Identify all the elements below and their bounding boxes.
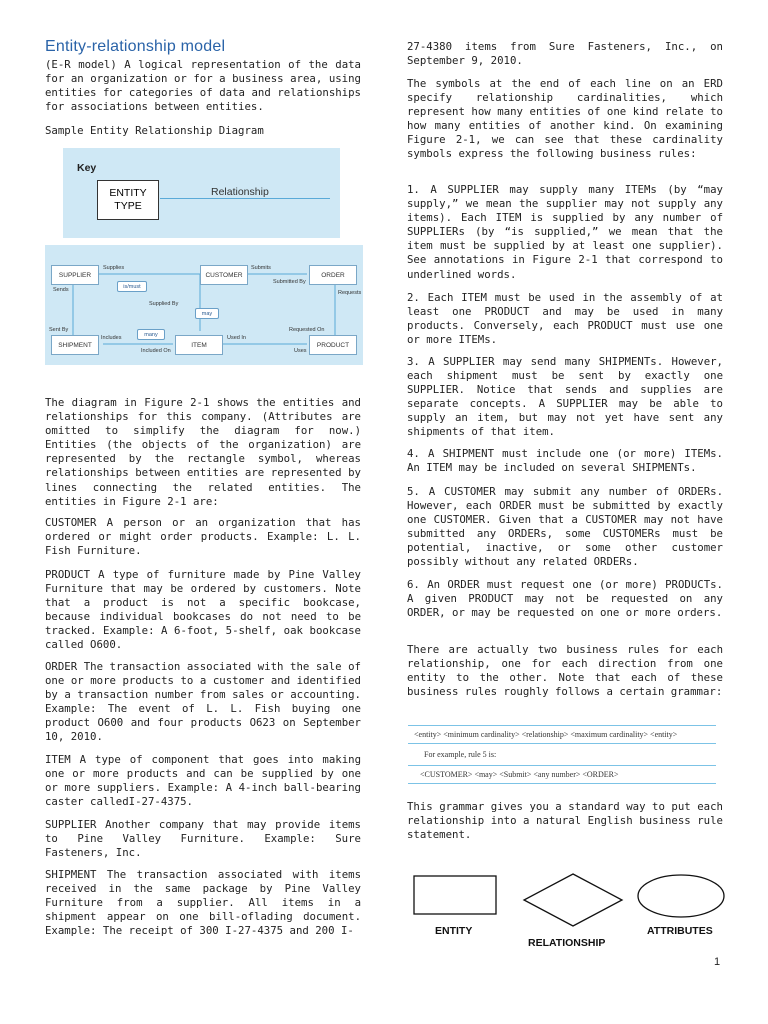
diagram-key — [63, 148, 340, 238]
label-sent-by: Sent By — [49, 327, 69, 333]
entity-shape-label: ENTITY — [435, 925, 473, 937]
left-paragraph: The diagram in Figure 2-1 shows the entities and relationships for this company. (Attributes are omitted to simplify the diagram for now.) Entities (the objects of the organization) are represented by the rectangle symbol, whereas relationships between entities are represented by lines connecting the related entities. The entities in Figure 2-1 are: — [45, 396, 361, 508]
attributes-ellipse-shape — [638, 875, 724, 917]
grammar-example: <CUSTOMER> <may> <Submit> <any number> <ORDER> — [420, 770, 619, 779]
label-requested-on: Requested On — [289, 327, 325, 333]
intro-paragraph: (E-R model) A logical representation of the data for an organization or for a business area, using entities for categories of data and relationships for associations between entities. — [45, 58, 361, 114]
page-title: Entity-relationship model — [45, 38, 226, 55]
entity-order: ORDER — [309, 265, 357, 285]
key-relationship-line — [160, 198, 330, 199]
label-supplied-by: Supplied By — [149, 301, 179, 307]
label-submitted-by: Submitted By — [273, 279, 306, 285]
label-used-in: Used In — [227, 335, 246, 341]
er-shapes-legend — [410, 870, 730, 930]
label-sends: Sends — [53, 287, 69, 293]
right-paragraph: The symbols at the end of each line on an ERD specify relationship cardinalities, which represent how many entities of one kind relate to how many entities of another kind. On examining Figure 2-1, we can see that these cardinality symbols express the following business rules: — [407, 77, 723, 161]
label-supplies: Supplies — [103, 265, 125, 271]
right-paragraph: 2. Each ITEM must be used in the assembly of at least one PRODUCT and may be used in many products. Conversely, each PRODUCT must use one or more ITEMs. — [407, 291, 723, 347]
right-paragraph: 1. A SUPPLIER may supply many ITEMs (by “may supply,” we mean the supplier may not supply any items). Each ITEM is supplied by any number of SUPPLIERs (by “is supplied,” we mean that the item must be supplied by at least one supplier). See annotations in Figure 2-1 that correspond to underlined words. — [407, 183, 723, 281]
entity-supplier: SUPPLIER — [51, 265, 99, 285]
right-paragraph: 6. An ORDER must request one (or more) PRODUCTs. A given PRODUCT may not be requested on any ORDER, or may be requested on one or more orders. — [407, 578, 723, 620]
left-paragraph: ORDER The transaction associated with the sale of one or more products to a customer and identified by a transaction number from sales or accounting. Example: The event of L. L. Fish buying one product O600 and four products O623 on September 10, 2010. — [45, 660, 361, 744]
right-paragraph: 5. A CUSTOMER may submit any number of ORDERs. However, each ORDER must be submitted by exactly one CUSTOMER. Given that a CUSTOMER may not have submitted any ORDERs, some CUSTOMERs must be potential, inactive, or some other customer possibly without any related ORDERs. — [407, 485, 723, 569]
key-relationship-label: Relationship — [211, 186, 269, 198]
right-paragraph: 3. A SUPPLIER may send many SHIPMENTs. However, each shipment must be sent by exactly one SUPPLIER. Notice that sends and supplies are separate concepts. A SUPPLIER may be able to supply an item, but may not yet have sent any shipments of that item. — [407, 355, 723, 439]
annotation-many: many — [137, 329, 165, 340]
page-number: 1 — [714, 956, 721, 968]
entity-shipment: SHIPMENT — [51, 335, 99, 355]
entity-product: PRODUCT — [309, 335, 357, 355]
right-paragraph: There are actually two business rules for each relationship, one for each direction from one entity to the other. Note that each of these business rules roughly follows a certain grammar: — [407, 643, 723, 699]
label-requests: Requests — [338, 290, 362, 296]
entity-item: ITEM — [175, 335, 223, 355]
left-paragraph: SHIPMENT The transaction associated with items received in the same package by Pine Valley Furniture from a supplier. All items in a shipment appear on one bill-oflading document. Example: The receipt of 300 I-27-4375 and 200 I- — [45, 868, 361, 938]
grammar-template: <entity> <minimum cardinality> <relationship> <maximum cardinality> <entity> — [414, 730, 678, 739]
annotation-is-must: is/must — [117, 281, 147, 292]
grammar-box — [408, 725, 716, 784]
label-submits: Submits — [251, 265, 271, 271]
relationship-shape-label: RELATIONSHIP — [528, 937, 606, 949]
attributes-shape-label: ATTRIBUTES — [647, 925, 713, 937]
label-includes: Includes — [101, 335, 122, 341]
entity-rectangle-shape — [414, 876, 496, 914]
right-paragraph: 27-4380 items from Sure Fasteners, Inc., on September 9, 2010. — [407, 40, 723, 68]
label-included-on: Included On — [141, 348, 171, 354]
right-paragraph: 4. A SHIPMENT must include one (or more) ITEMs. An ITEM may be included on several SHIPMENTs. — [407, 447, 723, 475]
er-diagram — [45, 245, 363, 365]
divider — [408, 783, 716, 784]
left-paragraph: CUSTOMER A person or an organization that has ordered or might order products. Example: L. L. Fish Furniture. — [45, 516, 361, 558]
left-paragraph: SUPPLIER Another company that may provide items to Pine Valley Furniture. Example: Sure Fasteners, Inc. — [45, 818, 361, 860]
key-entity-type-box: ENTITY TYPE — [97, 180, 159, 220]
relationship-diamond-shape — [524, 874, 622, 926]
left-paragraph: ITEM A type of component that goes into making one or more products and can be supplied by one or more suppliers. Example: A 4-inch ball-bearing caster calledI-27-4375. — [45, 753, 361, 809]
label-uses: Uses — [294, 348, 307, 354]
annotation-may: may — [195, 308, 219, 319]
left-paragraph: PRODUCT A type of furniture made by Pine Valley Furniture that may be ordered by customers. Note that a product is not a specific bookcase, because individual bookcases do not need to be tracked. Example: A 6-foot, 5-shelf, oak bookcase called O600. — [45, 568, 361, 652]
entity-customer: CUSTOMER — [200, 265, 248, 285]
key-label: Key — [77, 162, 97, 174]
grammar-example-intro: For example, rule 5 is: — [424, 750, 497, 759]
sample-caption: Sample Entity Relationship Diagram — [45, 124, 264, 137]
closing-paragraph: This grammar gives you a standard way to put each relationship into a natural English business rule statement. — [407, 800, 723, 842]
